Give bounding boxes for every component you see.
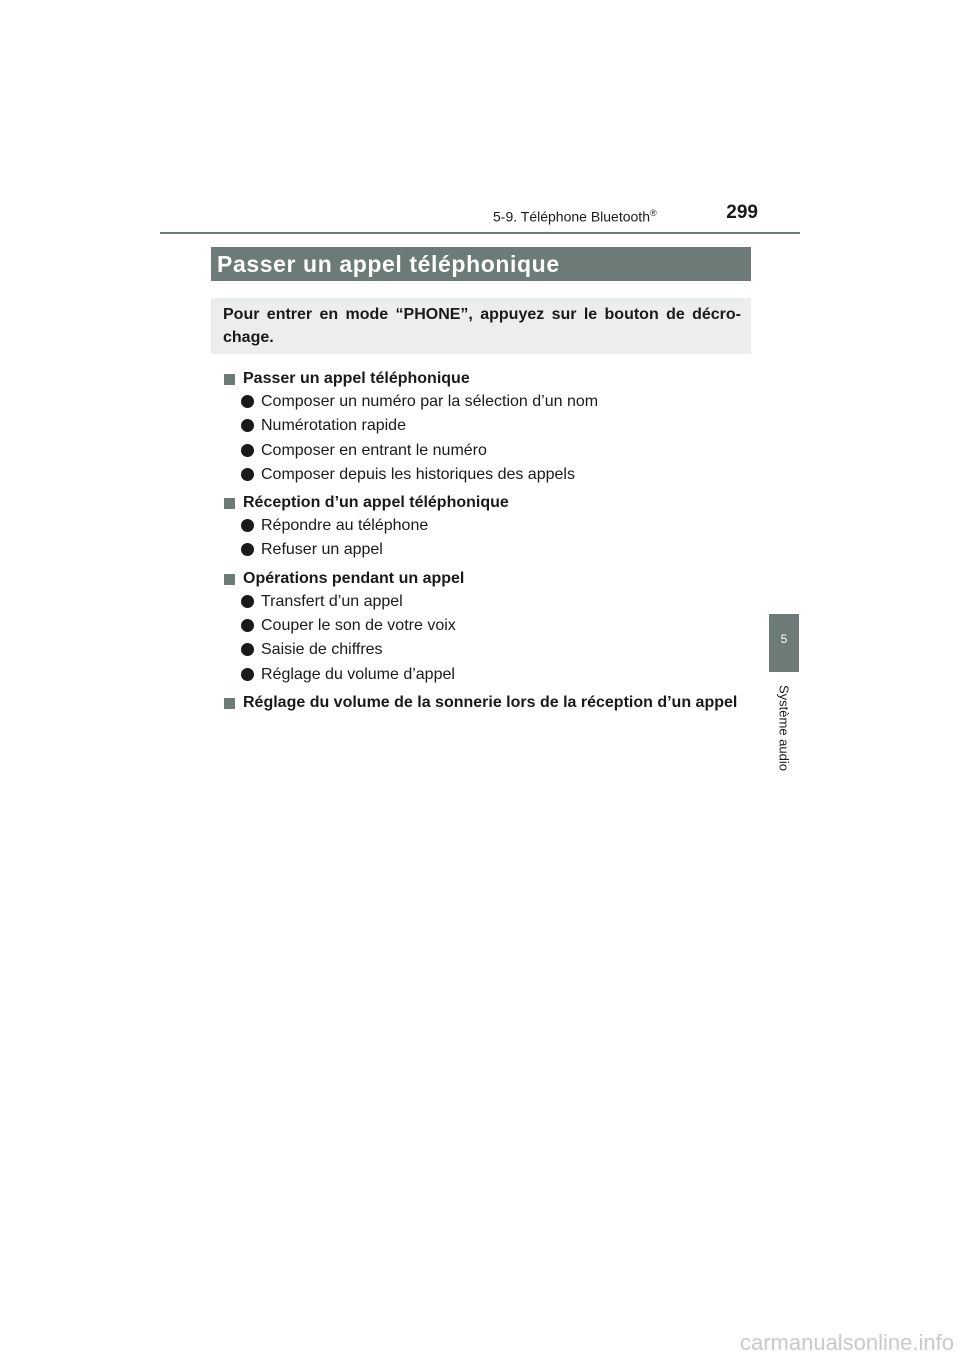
section-heading [224,567,746,590]
intro-text: Pour entrer en mode “PHONE”, appuyez sur le bouton de décro-chage. [223,306,741,346]
list-item-text: Répondre au téléphone [261,517,429,535]
page-number: 299 [726,202,758,223]
round-bullet-icon [241,468,254,481]
list-item [224,538,746,562]
round-bullet-icon [241,595,254,608]
round-bullet-icon [241,395,254,408]
list-item [224,414,746,438]
list-item [224,514,746,538]
square-bullet-icon [224,498,235,509]
section-ringtone [224,691,746,714]
section-heading-text: Passer un appel téléphonique [243,370,470,387]
list-item-text: Saisie de chiffres [261,641,383,659]
square-bullet-icon [224,698,235,709]
registered-mark: ® [649,208,657,218]
section-title [493,208,657,225]
section-heading-text: Réglage du volume de la sonnerie lors de la réception d’un appel [243,693,738,711]
section-heading [224,691,746,714]
round-bullet-icon [241,619,254,632]
round-bullet-icon [241,668,254,681]
round-bullet-icon [241,419,254,432]
page-title: Passer un appel téléphonique [217,251,560,277]
list-item [224,638,746,662]
square-bullet-icon [224,574,235,585]
list-item-text: Composer en entrant le numéro [261,441,487,459]
section-heading-text: Opérations pendant un appel [243,569,465,587]
section-during-call [224,567,746,687]
section-receive [224,491,746,563]
section-title-text: 5-9. Téléphone Bluetooth [493,208,650,225]
chapter-label: Système audio [776,685,792,771]
section-dial [224,367,746,487]
list-item [224,663,746,687]
list-item [224,614,746,638]
list-item [224,590,746,614]
section-heading [224,367,746,390]
page-header [160,200,800,234]
round-bullet-icon [241,519,254,532]
round-bullet-icon [241,643,254,656]
chapter-tab [769,614,799,672]
list-item-text: Refuser un appel [261,541,383,559]
list-item-text: Composer depuis les historiques des appels [261,465,575,483]
chapter-number: 5 [780,632,788,646]
square-bullet-icon [224,374,235,385]
round-bullet-icon [241,444,254,457]
content-list [224,367,746,718]
page-title-bar [211,247,751,281]
list-item [224,463,746,487]
list-item-text: Réglage du volume d’appel [261,665,455,683]
intro-box [211,298,751,354]
list-item-text: Composer un numéro par la sélection d’un nom [261,393,599,410]
list-item-text: Transfert d’un appel [261,592,403,610]
round-bullet-icon [241,543,254,556]
list-item-text: Couper le son de votre voix [261,617,456,635]
list-item [224,439,746,463]
section-heading [224,491,746,514]
watermark: carmanualsonline.info [739,1330,954,1355]
header-divider [160,232,800,234]
list-item-text: Numérotation rapide [261,417,406,435]
section-heading-text: Réception d’un appel téléphonique [243,494,509,512]
list-item [224,390,746,414]
